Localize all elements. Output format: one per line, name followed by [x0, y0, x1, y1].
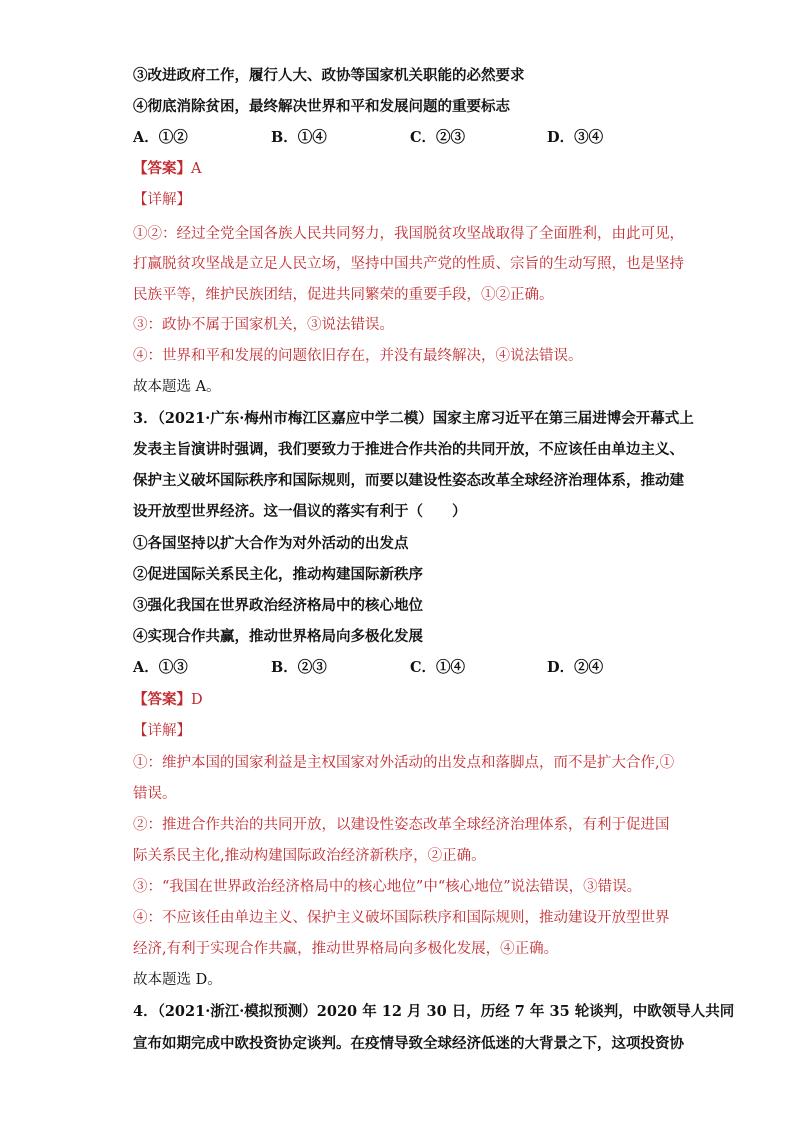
q2-option-b: B．①④ — [271, 129, 327, 146]
q4-stem-line: 4．（2021·浙江·模拟预测）2020 年 12 月 30 日，历经 7 年 35 轮谈判，中欧领导人共同 — [133, 1003, 735, 1020]
q2-detail-line: 民族平等，维护民族团结，促进共同繁荣的重要手段，①②正确。 — [133, 287, 554, 303]
q2-conclusion: 故本题选 A。 — [133, 379, 221, 395]
q3-detail-line: 错误。 — [133, 786, 177, 802]
q2-detail-line: ③：政协不属于国家机关，③说法错误。 — [133, 317, 394, 333]
q3-detail-line: ①：维护本国的国家利益是主权国家对外活动的出发点和落脚点，而不是扩大合作,① — [133, 755, 675, 771]
q3-option-c: C．①④ — [410, 659, 466, 676]
q3-item-2: ②促进国际关系民主化，推动构建国际新秩序 — [133, 566, 423, 583]
answer-value: D — [191, 692, 203, 708]
q2-detail-line: ④：世界和平和发展的问题依旧存在，并没有最终解决，④说法错误。 — [133, 348, 583, 364]
q2-detail-line: 打赢脱贫攻坚战是立足人民立场，坚持中国共产党的性质、宗旨的生动写照，也是坚持 — [133, 256, 684, 272]
q3-detail-tag: 【详解】 — [133, 723, 191, 739]
q2-item-3: ③改进政府工作，履行人大、政协等国家机关职能的必然要求 — [133, 67, 525, 84]
q3-options — [133, 658, 633, 678]
q2-option-d: D．③④ — [547, 129, 604, 146]
q3-stem-line: 发表主旨演讲时强调，我们要致力于推进合作共治的共同开放，不应该任由单边主义、 — [133, 441, 684, 458]
q3-option-a: A．①③ — [133, 659, 188, 676]
q4-stem-line: 宣布如期完成中欧投资协定谈判。在疫情导致全球经济低迷的大背景之下，这项投资协 — [133, 1035, 684, 1052]
q3-answer — [133, 690, 673, 710]
answer-value: A — [191, 161, 202, 177]
q3-option-d: D．②④ — [547, 659, 604, 676]
q3-detail-line: ②：推进合作共治的共同开放，以建设性姿态改革全球经济治理体系，有利于促进国 — [133, 817, 670, 833]
q3-stem-line: 设开放型世界经济。这一倡议的落实有利于（ ） — [133, 503, 467, 520]
q2-detail-line: ①②：经过全党全国各族人民共同努力，我国脱贫攻坚战取得了全面胜利，由此可见， — [133, 226, 684, 242]
q2-answer — [133, 159, 673, 179]
q2-option-a: A．①② — [133, 129, 188, 146]
q3-item-3: ③强化我国在世界政治经济格局中的核心地位 — [133, 597, 423, 614]
answer-tag: 【答案】 — [133, 160, 191, 177]
q3-item-1: ①各国坚持以扩大合作为对外活动的出发点 — [133, 535, 409, 552]
q3-conclusion: 故本题选 D。 — [133, 972, 222, 988]
q3-detail-line: 际关系民主化,推动构建国际政治经济新秩序，②正确。 — [133, 848, 486, 864]
q2-options — [133, 128, 633, 148]
q3-item-4: ④实现合作共赢，推动世界格局向多极化发展 — [133, 628, 423, 645]
q3-detail-line: ③：“我国在世界政治经济格局中的核心地位”中“核心地位”说法错误，③错误。 — [133, 879, 642, 895]
q2-item-4: ④彻底消除贫困，最终解决世界和平和发展问题的重要标志 — [133, 98, 510, 115]
q3-option-b: B．②③ — [271, 659, 327, 676]
answer-tag: 【答案】 — [133, 691, 191, 708]
q3-detail-line: ④：不应该任由单边主义、保护主义破坏国际秩序和国际规则，推动建设开放型世界 — [133, 910, 670, 926]
q3-stem-line: 保护主义破坏国际秩序和国际规则，而要以建设性姿态改革全球经济治理体系，推动建 — [133, 472, 684, 489]
q2-option-c: C．②③ — [410, 129, 466, 146]
q3-detail-line: 经济,有利于实现合作共赢，推动世界格局向多极化发展，④正确。 — [133, 941, 559, 957]
q2-detail-tag: 【详解】 — [133, 192, 191, 208]
q3-stem-line: 3．（2021·广东·梅州市梅江区嘉应中学二模）国家主席习近平在第三届进博会开幕式上 — [133, 410, 694, 427]
